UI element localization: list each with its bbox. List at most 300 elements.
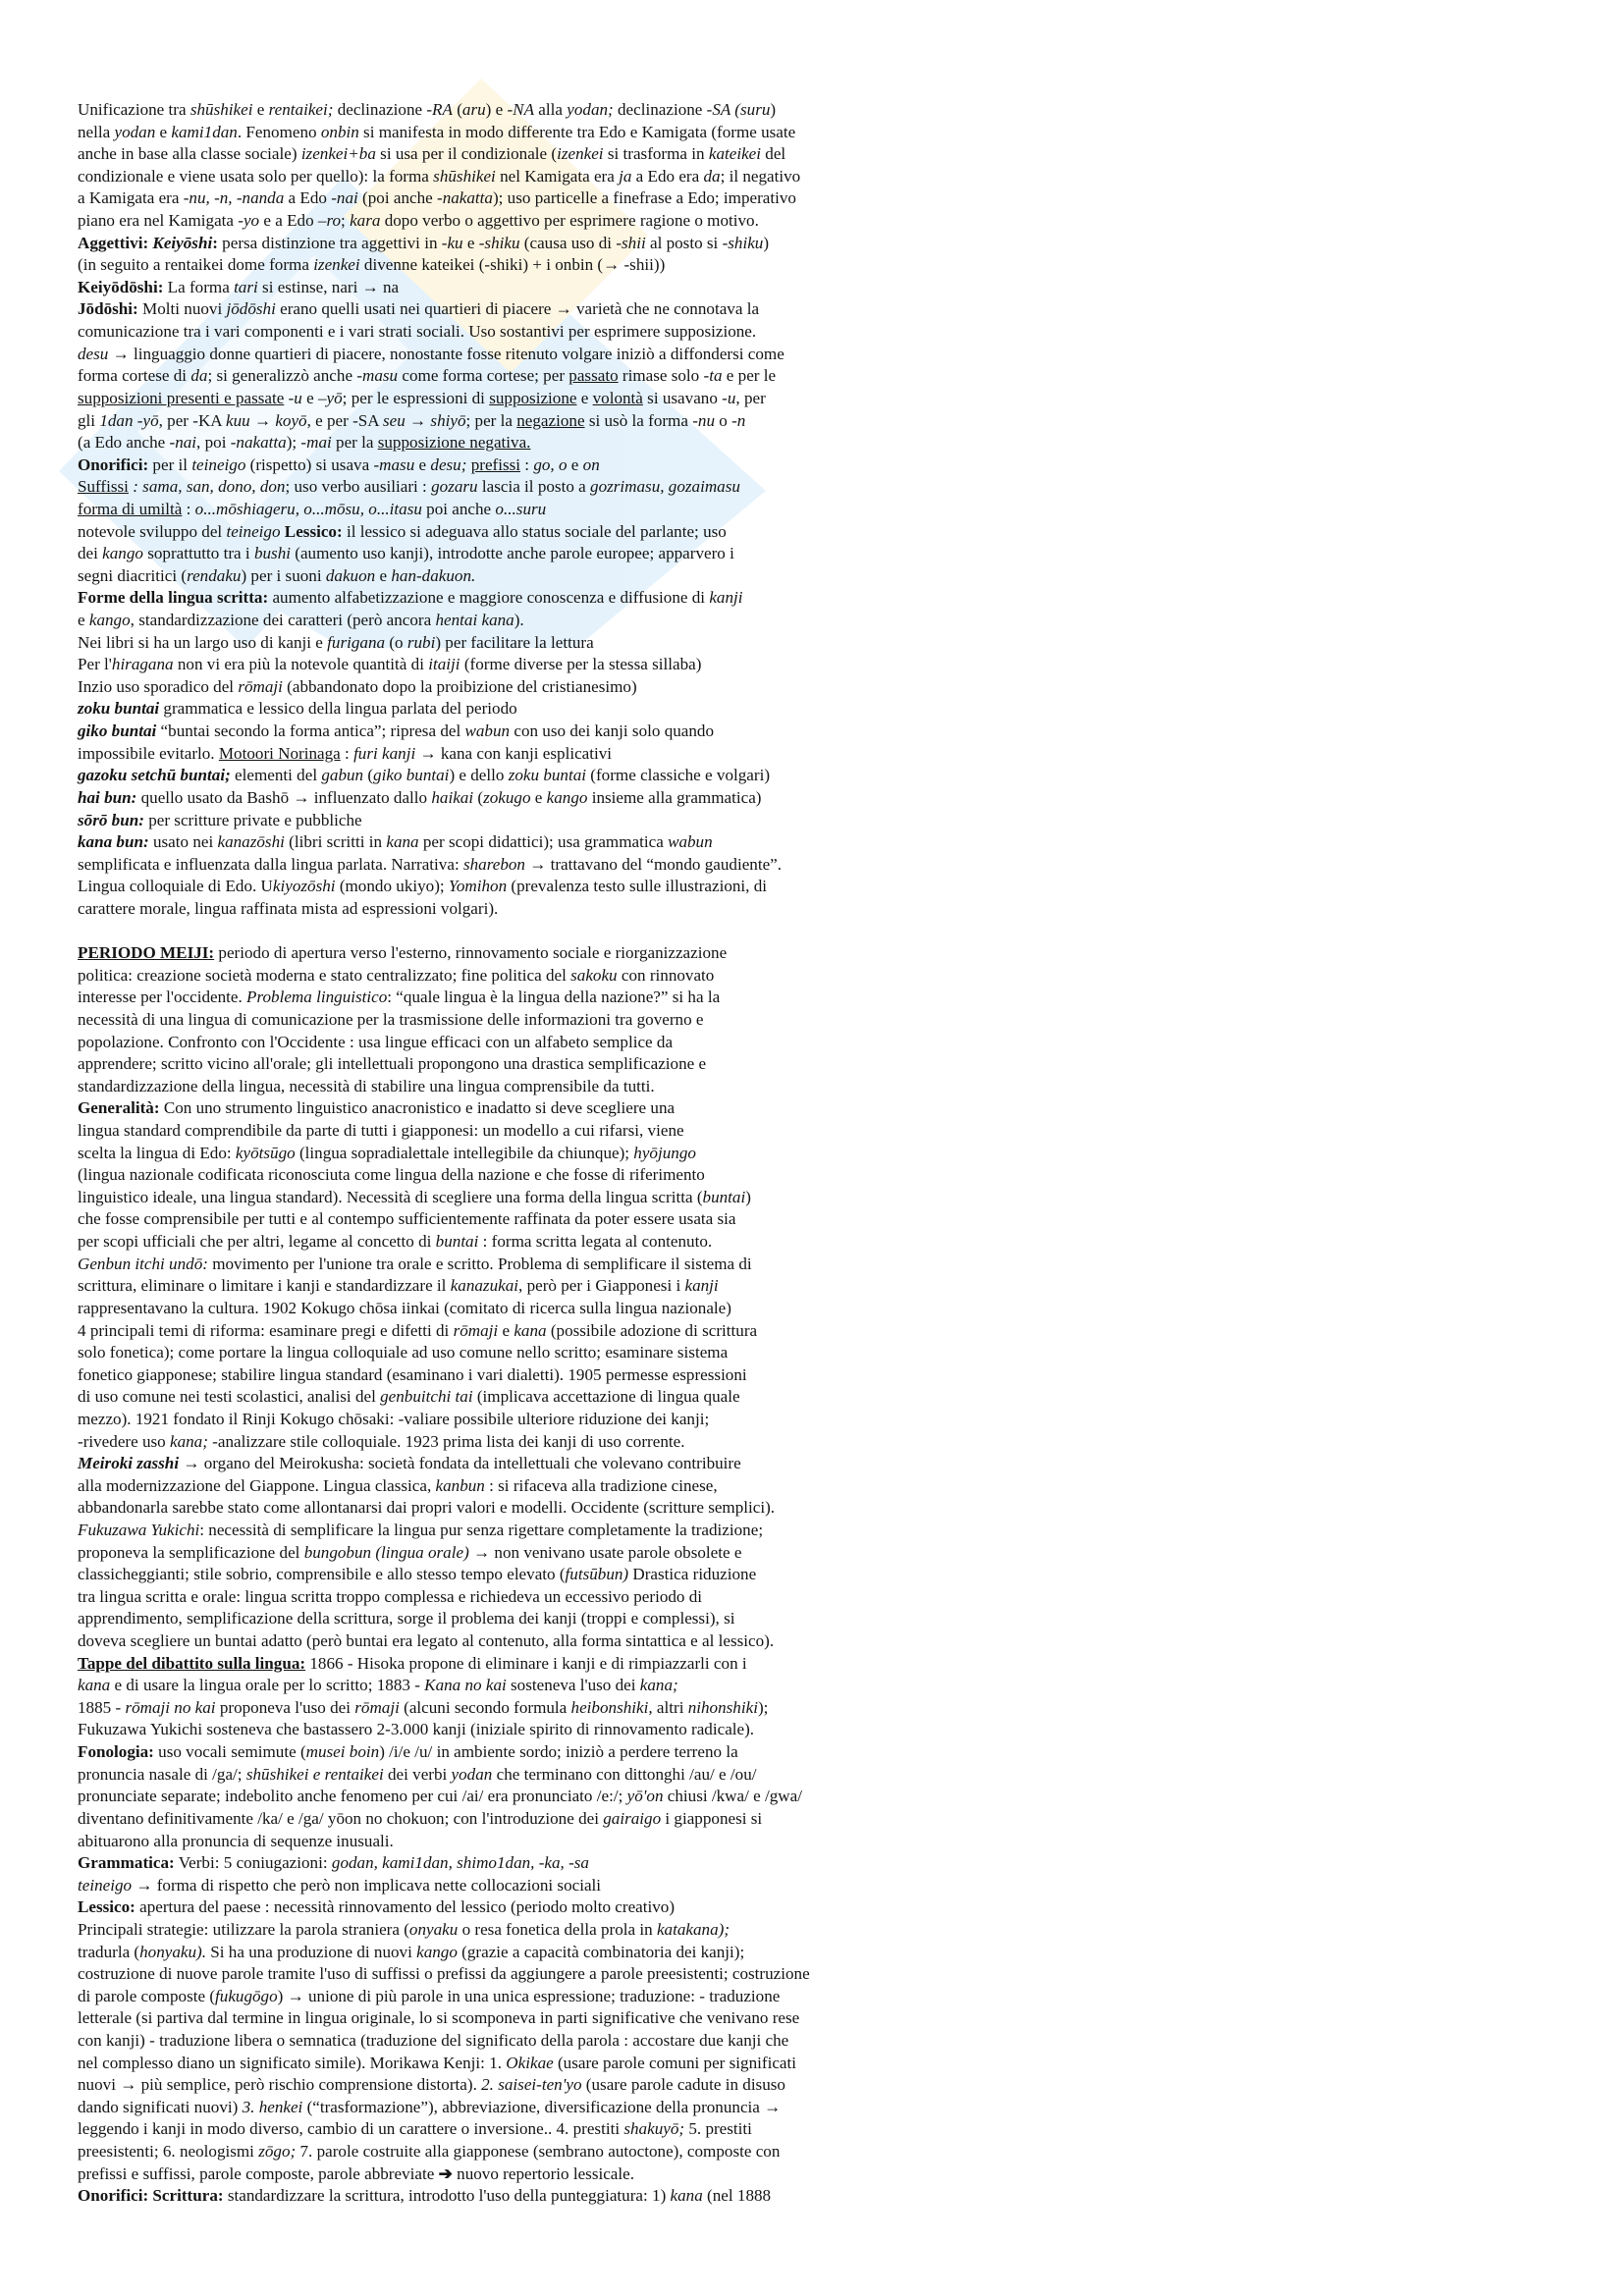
paragraph-gap: [78, 921, 942, 943]
text-run: (in seguito a rentaikei dome forma: [78, 255, 314, 275]
text-run: nuovi → più semplice, però rischio comprensione distorta).: [78, 2075, 482, 2095]
text-run: kuu: [225, 410, 250, 430]
text-run: (implicava accettazione di lingua quale: [472, 1387, 740, 1407]
text-line: [78, 2141, 942, 2163]
text-run: Per l': [78, 655, 112, 674]
text-line: [78, 1143, 942, 1165]
text-run: linguistico ideale, una lingua standard). Necessità di scegliere una forma della lingua scritta (: [78, 1187, 703, 1206]
text-run: e: [462, 233, 479, 252]
text-run: , per -KA: [158, 410, 226, 430]
text-line: [78, 1896, 942, 1919]
text-line: [78, 2030, 942, 2053]
text-run: rappresentavano la cultura. 1902 Kokugo chōsa iinkai (comitato di ricerca sulla lingua nazionale): [78, 1298, 731, 1317]
text-run: nel complesso diano un significato simile). Morikawa Kenji: 1.: [78, 2053, 507, 2072]
text-line: [78, 854, 942, 877]
text-run: (: [473, 787, 484, 807]
text-run: (usare parole comuni per significati: [553, 2053, 796, 2072]
text-line: [78, 2118, 942, 2141]
text-run: si usa per il condizionale (: [375, 144, 558, 164]
text-run: o...mōshiageru, o...mōsu, o...itasu: [194, 499, 422, 518]
text-run: (: [363, 766, 374, 785]
text-run: , per: [735, 388, 766, 407]
text-run: persa distinzione tra aggettivi in: [217, 233, 442, 252]
text-run: rimase solo: [618, 366, 704, 386]
text-line: [78, 1564, 942, 1586]
text-line: [78, 166, 942, 188]
text-run: →: [405, 410, 431, 430]
text-run: on: [582, 454, 600, 474]
text-run: a Edo: [284, 188, 332, 208]
text-run: (alcuni secondo formula: [399, 1697, 571, 1717]
text-line: [78, 476, 942, 499]
text-line: [78, 254, 942, 277]
text-line: [78, 721, 942, 743]
text-run: sharebon: [462, 854, 525, 874]
text-run: scrittura, eliminare o limitare i kanji e standardizzare il: [78, 1276, 451, 1296]
text-line: [78, 499, 942, 521]
text-run: kango: [416, 1942, 458, 1961]
text-line: [78, 187, 942, 210]
text-run: standardizzare la scrittura, introdotto l'uso della punteggiatura: 1): [223, 2186, 671, 2206]
text-run: classicheggianti; stile sobrio, comprensibile e allo stesso tempo elevato (: [78, 1565, 566, 1584]
text-run: nuovo repertorio lessicale.: [452, 2163, 635, 2183]
text-run: a Edo era: [631, 166, 704, 186]
text-line: [78, 1431, 942, 1454]
text-run: e a Edo: [259, 211, 318, 231]
text-run: bushi: [253, 544, 291, 563]
text-run: seu: [382, 410, 406, 430]
text-run: ) e: [485, 100, 508, 119]
text-run: (abbandonato dopo la proibizione del cristianesimo): [282, 676, 637, 696]
text-run: Okikae: [506, 2053, 554, 2072]
text-run: 1dan -yō: [99, 410, 159, 430]
text-line: [78, 2007, 942, 2030]
text-line: [78, 1254, 942, 1276]
text-run: al posto si: [645, 233, 723, 252]
text-run: (lingua sopradialettale intellegibile da chiunque);: [295, 1143, 634, 1162]
text-run: -nai: [169, 433, 197, 453]
text-line: [78, 1653, 942, 1676]
text-run: solo fonetica); come portare la lingua colloquiale ad uso comune nello scritto; esaminare sistema: [78, 1343, 729, 1362]
text-run: kana bun:: [78, 832, 149, 852]
text-run: semplificata e influenzata dalla lingua parlata. Narrativa:: [78, 854, 463, 874]
text-run: ;: [341, 211, 351, 231]
text-run: onyaku: [408, 1919, 459, 1939]
text-line: [78, 987, 942, 1009]
text-run: piano era nel Kamigata: [78, 211, 239, 231]
text-run: ; il negativo: [720, 166, 801, 186]
text-run: negazione: [516, 410, 585, 430]
text-line: [78, 1852, 942, 1875]
text-run: periodo di apertura verso l'esterno, rinnovamento sociale e riorganizzazione: [214, 943, 728, 963]
text-run: shūshikei: [189, 100, 253, 119]
text-run: abbandonarla sarebbe stato come allontanarsi dai propri valori e modelli. Occidente (scritture semplici).: [78, 1498, 776, 1518]
text-run: i giapponesi si: [661, 1808, 763, 1828]
text-run: →: [249, 410, 276, 430]
text-run: forma di umiltà: [78, 499, 183, 518]
text-run: standardizzazione della lingua, necessità di stabilire una lingua comprensibile da tutti.: [78, 1076, 655, 1095]
text-line: [78, 521, 942, 544]
text-run: alla: [534, 100, 568, 119]
text-run: → linguaggio donne quartieri di piacere, nonostante fosse ritenuto volgare iniziò a diffondersi come: [108, 344, 784, 363]
text-run: zōgo;: [258, 2142, 297, 2162]
text-run: per la: [331, 433, 378, 453]
text-run: : forma scritta legata al contenuto.: [478, 1232, 713, 1252]
text-run: –ro: [317, 211, 342, 231]
text-run: apprendimento, semplificazione della scrittura, sorge il problema dei kanji (troppi e complessi), si: [78, 1609, 735, 1629]
text-run: (possibile adozione di scrittura: [546, 1320, 758, 1340]
text-line: [78, 344, 942, 366]
text-line: [78, 1275, 942, 1298]
text-run: per scopi didattici); usa grammatica: [418, 832, 669, 852]
text-line: [78, 1520, 942, 1542]
text-run: desu;: [430, 454, 467, 474]
text-run: segni diacritici (: [78, 565, 188, 585]
text-run: futsūbun): [565, 1565, 629, 1584]
text-run: (rispetto) si usava: [245, 454, 374, 474]
text-run: 1866 - Hisoka propone di eliminare i kanji e di rimpiazzarli con i: [305, 1653, 747, 1673]
text-run: rōmaji: [238, 676, 283, 696]
text-run: ) → unione di più parole in una unica espressione; traduzione: - traduzione: [277, 1986, 781, 2005]
text-run: : sama, san, dono, don: [128, 477, 286, 497]
text-run: o: [715, 410, 732, 430]
text-run: Generalità:: [78, 1098, 160, 1118]
text-run: grammatica e lessico della lingua parlata del periodo: [159, 699, 517, 719]
text-run: kara: [350, 211, 381, 231]
text-run: Suffissi: [78, 477, 129, 497]
text-run: lascia il posto a: [477, 477, 591, 497]
text-run: con rinnovato: [617, 965, 715, 985]
text-run: soprattutto tra i: [142, 544, 254, 563]
text-run: );: [286, 433, 301, 453]
text-run: han-dakuon.: [391, 565, 476, 585]
text-run: );: [757, 1697, 769, 1717]
text-line: [78, 1942, 942, 1964]
text-run: onbin: [320, 122, 359, 141]
text-line: [78, 765, 942, 787]
text-run: bungobun (lingua orale): [303, 1542, 469, 1562]
text-run: si usò la forma: [584, 410, 693, 430]
text-line: [78, 143, 942, 166]
text-run: . Fenomeno: [237, 122, 321, 141]
text-run: ) per facilitare la lettura: [435, 632, 594, 652]
text-run: per scritture private e pubbliche: [143, 810, 362, 829]
text-line: [78, 1298, 942, 1320]
text-run: dei: [78, 544, 103, 563]
text-run: -ku: [441, 233, 463, 252]
text-run: -shiku: [722, 233, 764, 252]
text-run: -shiku: [478, 233, 520, 252]
text-run: rentaikei;: [268, 100, 334, 119]
text-run: interesse per l'occidente.: [78, 988, 247, 1007]
text-run: Fonologia:: [78, 1742, 154, 1762]
text-run: genbuitchi tai: [380, 1387, 473, 1407]
text-run: Yomihon: [448, 877, 508, 896]
text-line: [78, 1675, 942, 1697]
text-line: [78, 1320, 942, 1343]
text-run: nel Kamigata era: [495, 166, 620, 186]
text-run: jōdōshi: [226, 299, 276, 319]
text-run: -SA (suru: [706, 100, 771, 119]
text-run: e: [530, 787, 547, 807]
text-run: lingua standard comprendibile da parte di tutti i giapponesi: un modello a cui rifarsi, viene: [78, 1121, 684, 1141]
text-run: kango: [102, 544, 143, 563]
text-run: -nakatta: [437, 188, 493, 208]
text-run: volontà: [592, 388, 643, 407]
text-run: izenkei+ba: [300, 144, 376, 164]
text-run: tradurla (: [78, 1942, 140, 1961]
text-run: declinazione: [613, 100, 707, 119]
text-run: zoku buntai: [508, 766, 587, 785]
text-line: [78, 1097, 942, 1120]
text-run: → kana con kanji esplicativi: [415, 743, 613, 763]
text-run: gazoku setchū buntai;: [78, 766, 231, 785]
text-run: teineigo: [191, 454, 246, 474]
text-run: dei verbi: [383, 1764, 452, 1784]
text-run: da: [190, 366, 208, 386]
text-run: carattere morale, lingua raffinata mista ad espressioni volgari).: [78, 898, 499, 918]
text-run: che terminano con dittonghi /au/ e /ou/: [492, 1764, 757, 1784]
document-text: [78, 99, 942, 2208]
text-run: e: [498, 1320, 514, 1340]
text-line: [78, 298, 942, 321]
text-line: [78, 1719, 942, 1741]
text-run: Meiroki zasshi: [78, 1454, 180, 1473]
text-run: letterale (si partiva dal termine in lingua originale, lo si scomponeva in parti significative che venivano rese: [78, 2008, 800, 2028]
text-run: a Kamigata era: [78, 188, 184, 208]
text-run: kango: [88, 611, 131, 630]
text-run: leggendo i kanji in modo diverso, cambio di un carattere o inversione.. 4. prestiti: [78, 2119, 624, 2139]
text-run: :: [520, 454, 534, 474]
text-line: [78, 1764, 942, 1787]
text-run: e: [155, 122, 172, 141]
text-run: shakuyō;: [623, 2119, 685, 2139]
text-run: Inzio uso sporadico del: [78, 676, 239, 696]
text-run: dakuon: [325, 565, 376, 585]
text-line: [78, 1542, 942, 1565]
text-run: go, o: [533, 454, 568, 474]
text-run: dopo verbo o aggettivo per esprimere ragione o motivo.: [380, 211, 759, 231]
text-run: shūshikei: [433, 166, 496, 186]
text-run: doveva scegliere un buntai adatto (però buntai era legato al contenuto, alla forma sintattica e al lessico).: [78, 1631, 775, 1651]
text-run: (libri scritti in: [284, 832, 387, 852]
text-run: 7. parole costruite alla giapponese (sembrano autoctone), composte con: [296, 2142, 781, 2162]
text-run: -u: [722, 388, 736, 407]
text-run: (forme classiche e volgari): [586, 766, 771, 785]
text-run: del: [761, 144, 786, 164]
text-run: popolazione. Confronto con l'Occidente : usa lingue efficaci con un alfabeto semplice da: [78, 1032, 674, 1051]
text-run: kyōtsūgo: [235, 1143, 296, 1162]
text-run: zokugo: [483, 787, 531, 807]
text-run: gabun: [321, 766, 364, 785]
text-run: Onorifici:: [78, 454, 149, 474]
text-run: anche in base alla classe sociale): [78, 144, 301, 164]
text-run: ja: [619, 166, 632, 186]
text-run: kanji: [709, 588, 743, 608]
text-run: → organo del Meirokusha: società fondata da intellettuali che volevano contribuire: [179, 1454, 741, 1473]
text-run: ): [745, 1187, 751, 1206]
text-run: koyō: [275, 410, 307, 430]
text-line: [78, 1608, 942, 1630]
text-run: insieme alla grammatica): [587, 787, 762, 807]
text-run: -mai: [300, 433, 332, 453]
text-run: con kanji) - traduzione libera o semnatica (traduzione del significato della parola : accostare due kanji che: [78, 2031, 789, 2051]
text-run: da: [703, 166, 721, 186]
text-run: hiragana: [111, 655, 174, 674]
text-line: [78, 410, 942, 433]
text-run: abituarono alla pronuncia di sequenze inusuali.: [78, 1831, 394, 1850]
text-run: notevole sviluppo del: [78, 521, 227, 541]
text-run: gli: [78, 410, 100, 430]
text-run: -yo: [238, 211, 260, 231]
text-line: [78, 1831, 942, 1853]
text-run: e: [301, 388, 318, 407]
text-run: Tappe del dibattito sulla lingua:: [78, 1653, 306, 1673]
text-run: ; uso verbo ausiliari :: [285, 477, 432, 497]
text-run: honyaku).: [139, 1942, 206, 1961]
text-run: buntai: [435, 1232, 479, 1252]
text-run: rōmaji: [453, 1320, 499, 1340]
text-line: [78, 1187, 942, 1209]
text-line: [78, 610, 942, 632]
text-run: kanazōshi: [217, 832, 285, 852]
text-run: Onorifici: Scrittura:: [78, 2186, 224, 2206]
text-run: passato: [568, 366, 619, 386]
text-line: [78, 210, 942, 233]
text-run: tari: [234, 277, 258, 296]
text-run: quello usato da Bashō → influenzato dallo: [136, 787, 432, 807]
text-run: giko buntai: [78, 721, 157, 741]
text-line: [78, 1986, 942, 2008]
text-run: 3. henkei: [242, 2097, 303, 2116]
text-line: [78, 1786, 942, 1808]
text-run: per scopi ufficiali che per altri, legame al concetto di: [78, 1232, 436, 1252]
text-line: [78, 1741, 942, 1764]
text-run: nihonshiki: [687, 1697, 758, 1717]
text-line: [78, 1009, 942, 1032]
text-run: Verbi: 5 coniugazioni:: [174, 1853, 332, 1873]
text-run: ; per le espressioni di: [342, 388, 490, 407]
text-run: uso vocali semimute (: [153, 1742, 306, 1762]
text-run: 2. saisei-ten'yo: [481, 2075, 582, 2095]
text-run: Kana no kai: [424, 1676, 507, 1695]
text-run: katakana);: [656, 1919, 730, 1939]
text-run: e: [375, 565, 392, 585]
text-line: [78, 277, 942, 299]
text-run: -u: [288, 388, 302, 407]
text-run: (“trasformazione”), abbreviazione, diversificazione della pronuncia →: [302, 2097, 782, 2116]
text-run: teineigo: [78, 1875, 133, 1895]
text-run: Jōdōshi:: [78, 299, 138, 319]
text-run: PERIODO MEIJI:: [78, 943, 215, 963]
text-run: 1885 -: [78, 1697, 126, 1717]
text-run: con uso dei kanji solo quando: [510, 721, 715, 741]
text-line: [78, 632, 942, 655]
text-run: , poi: [196, 433, 231, 453]
text-run: giko buntai: [373, 766, 450, 785]
text-run: si trasforma in: [603, 144, 709, 164]
text-line: [78, 1076, 942, 1098]
text-line: [78, 1386, 942, 1409]
text-run: :: [182, 499, 195, 518]
text-line: [78, 1364, 942, 1387]
text-run: (aumento uso kanji), introdotte anche parole europee; apparvero i: [291, 544, 734, 563]
text-run: wabun: [464, 721, 511, 741]
text-line: [78, 1342, 942, 1364]
text-run: furi kanji: [353, 743, 416, 763]
text-run: chiusi /kwa/ e /gwa/: [663, 1787, 802, 1806]
text-run: sōrō bun:: [78, 810, 144, 829]
text-line: [78, 2163, 942, 2186]
text-line: [78, 587, 942, 610]
text-run: per il: [148, 454, 192, 474]
text-run: ) per i suoni: [241, 565, 326, 585]
text-run: -nu, -n, -nanda: [183, 188, 285, 208]
text-run: godan, kami1dan, shimo1dan, -ka, -sa: [331, 1853, 589, 1873]
text-run: Grammatica:: [78, 1853, 175, 1873]
text-run: nella: [78, 122, 115, 141]
text-line: [78, 698, 942, 721]
text-run: apertura del paese : necessità rinnovamento del lessico (periodo molto creativo): [135, 1897, 676, 1917]
text-run: Unificazione tra: [78, 100, 190, 119]
text-run: -masu: [373, 454, 415, 474]
text-run: desu: [78, 344, 109, 363]
text-run: diventano definitivamente /ka/ e /ga/ yōon no chokuon; con l'introduzione dei: [78, 1808, 604, 1828]
text-run: condizionale e viene usata solo per quello): la forma: [78, 166, 434, 186]
text-run: kana: [78, 1676, 111, 1695]
text-run: Lingua colloquiale di Edo. U: [78, 877, 273, 896]
text-run: -nai: [331, 188, 358, 208]
text-run: teineigo: [226, 521, 281, 541]
text-line: [78, 543, 942, 565]
text-run: , standardizzazione dei caratteri (però ancora: [130, 611, 436, 630]
text-line: [78, 365, 942, 388]
text-run: kana;: [169, 1431, 208, 1451]
text-run: scelta la lingua di Edo:: [78, 1143, 236, 1162]
text-run: kana;: [639, 1676, 678, 1695]
text-run: Keiyōshi: [152, 233, 213, 252]
text-run: e: [78, 611, 89, 630]
text-run: itaiji: [428, 655, 460, 674]
text-run: rubi: [406, 632, 436, 652]
text-run: impossibile evitarlo.: [78, 743, 219, 763]
text-line: [78, 2097, 942, 2119]
text-line: [78, 1586, 942, 1609]
text-run: La forma: [163, 277, 235, 296]
text-line: [78, 810, 942, 832]
text-run: (mondo ukiyo);: [335, 877, 449, 896]
text-run: Principali strategie: utilizzare la parola straniera (: [78, 1919, 409, 1939]
text-run: zoku buntai: [78, 699, 160, 719]
text-run: -shii: [616, 233, 646, 252]
text-run: altri: [652, 1697, 688, 1717]
text-run: mezzo). 1921 fondato il Rinji Kokugo chōsaki: -valiare possibile ulteriore riduzione dei kanji;: [78, 1409, 710, 1428]
text-run: Lessico:: [78, 1897, 135, 1917]
text-run: e: [567, 454, 583, 474]
text-run: Problema linguistico: [246, 988, 388, 1007]
text-run: preesistenti; 6. neologismi: [78, 2142, 259, 2162]
text-run: -NA: [507, 100, 535, 119]
text-run: Forme della lingua scritta:: [78, 588, 269, 608]
text-run: elementi del: [230, 766, 322, 785]
text-run: kana: [670, 2186, 703, 2206]
text-run: hyōjungo: [633, 1143, 696, 1162]
text-run: :: [340, 743, 354, 763]
text-line: [78, 876, 942, 898]
text-run: (poi anche: [357, 188, 437, 208]
text-run: prefissi e suffissi, parole composte, parole abbreviate: [78, 2163, 439, 2183]
text-run: il lessico si adeguava allo status sociale del parlante; uso: [342, 521, 727, 541]
